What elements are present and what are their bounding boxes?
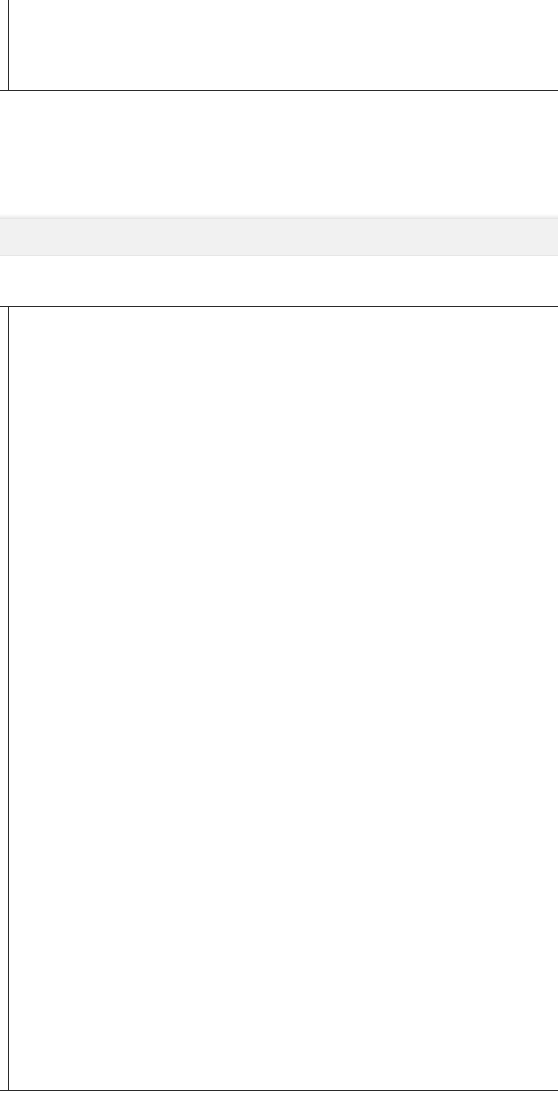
left-rule bbox=[8, 307, 9, 1090]
document-panel-top bbox=[0, 0, 558, 91]
left-rule bbox=[8, 0, 9, 90]
document-panel-bottom bbox=[0, 306, 558, 1091]
page-gap-band bbox=[0, 218, 558, 256]
